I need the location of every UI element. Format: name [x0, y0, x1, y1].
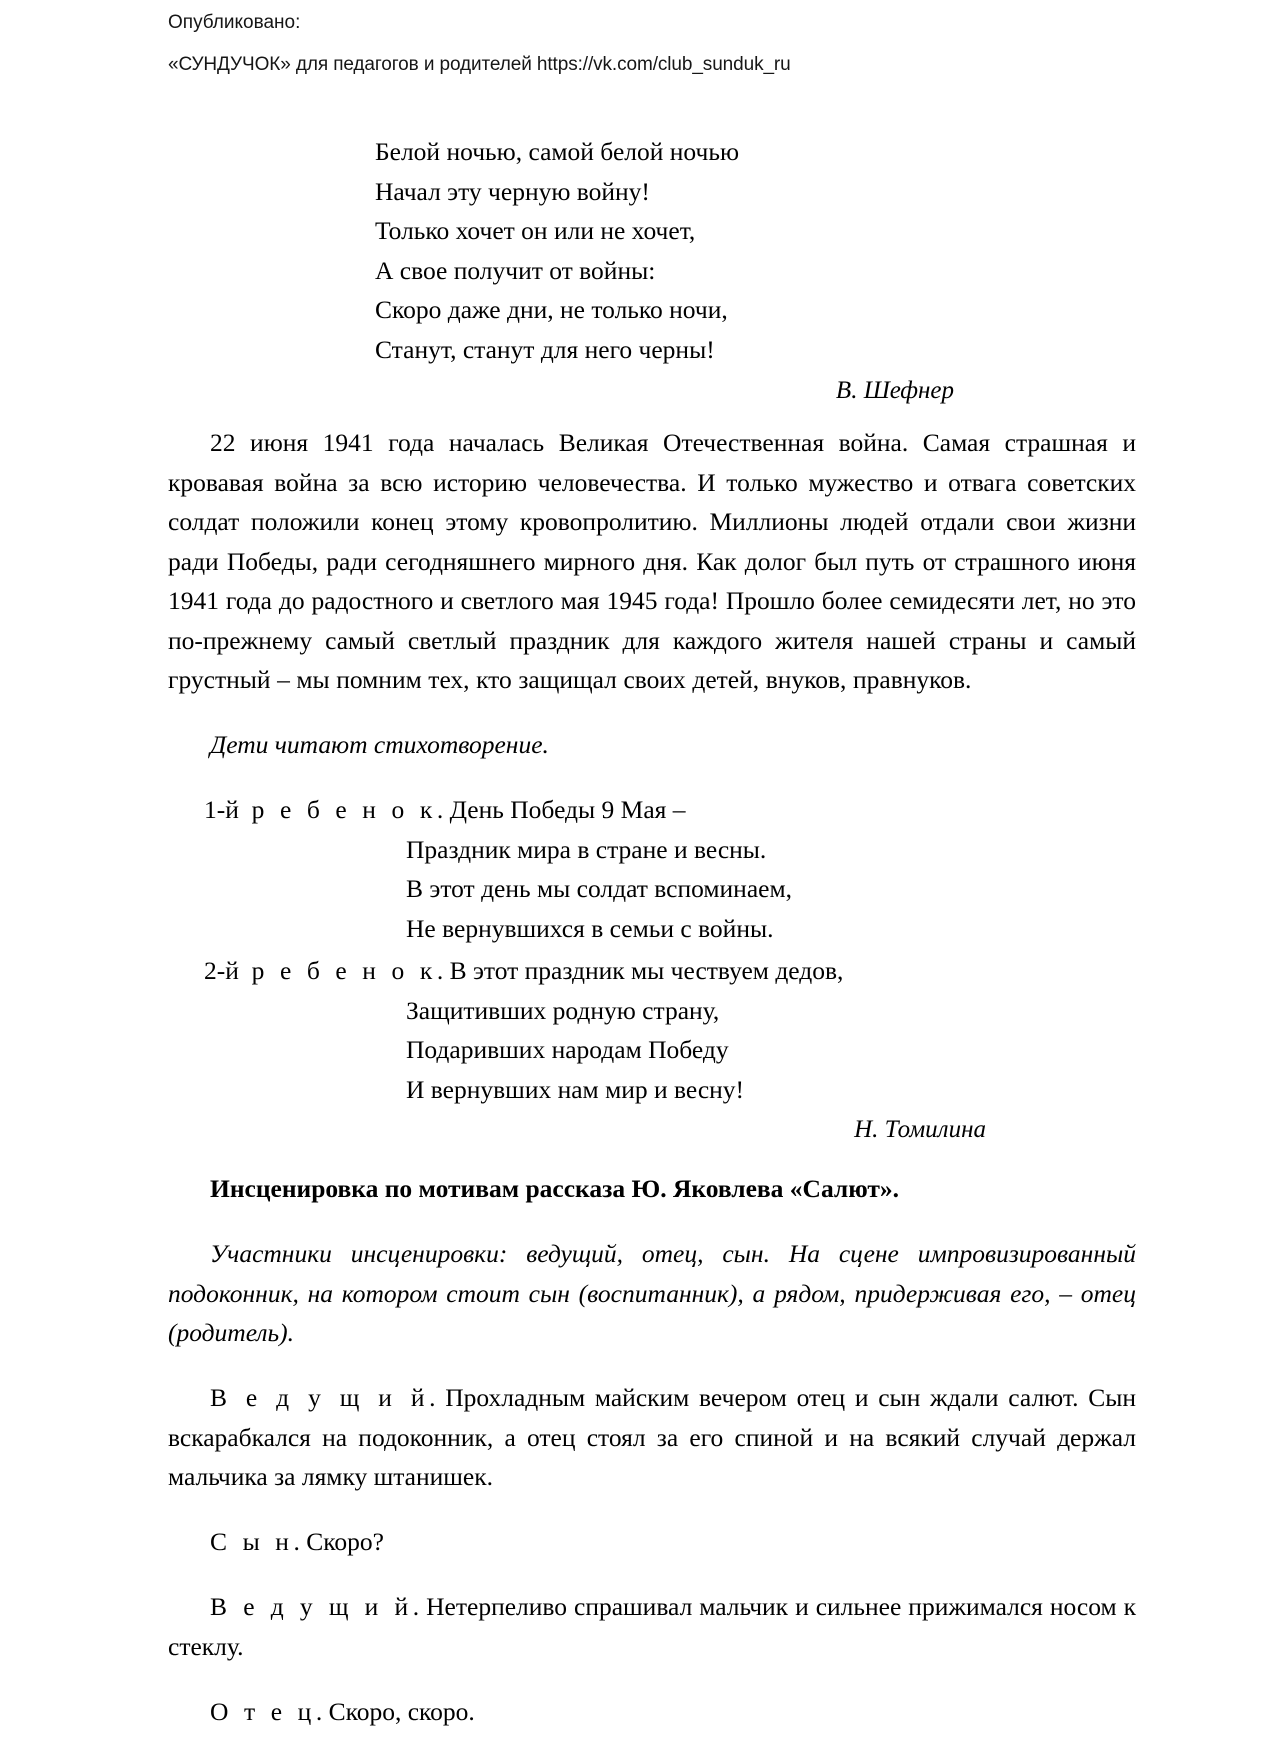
epigraph-line: Только хочет он или не хочет, — [375, 216, 696, 245]
child-two-verse: И вернувших нам мир и весну! — [406, 1074, 745, 1104]
dialog-speaker: С ы н — [210, 1527, 294, 1556]
dialog-text: Скоро? — [306, 1527, 384, 1556]
child-one-first-line — [168, 790, 1136, 830]
dialog-speaker: О т е ц — [210, 1696, 316, 1726]
child-two-attribution: Н. Томилина — [854, 1116, 986, 1143]
child-one-speaker-punct: . — [436, 795, 444, 824]
publisher-source-line: «СУНДУЧОК» для педагогов и родителей https://vk.com/club_sunduk_ru — [168, 54, 791, 76]
epigraph-poem — [375, 132, 1136, 369]
child-one-speech — [168, 790, 1136, 948]
epigraph-line: Начал эту черную войну! — [375, 176, 650, 206]
dialog-speaker-punct: . — [293, 1527, 300, 1556]
child-two-speaker-word: р е б е н о к — [251, 956, 437, 985]
published-label: Опубликовано: — [168, 12, 301, 33]
epigraph-attribution: В. Шефнер — [835, 377, 954, 404]
epigraph-line: А свое получит от войны: — [375, 255, 656, 285]
intro-paragraph: 22 июня 1941 года началась Великая Отечественная война. Самая страшная и кровавая война за всю историю человечества. И только мужество и отвага советских солдат положили конец этому кровопролитию. Миллионы людей отдали свои жизни ради Победы, ради сегодняшнего мирного дня. Как долог был путь от страшного июня 1941 года до радостного и светлого мая 1945 года! Прошло более семидесяти лет, но это по-прежнему самый светлый праздник для каждого жителя нашей страны и самый грустный – мы помним тех, кто защищал своих детей, внуков, правнуков. — [168, 428, 1136, 694]
child-one-line: День Победы 9 Мая – — [449, 795, 686, 824]
section-heading: Инсценировка по мотивам рассказа Ю. Яковлева «Салют». — [210, 1174, 900, 1203]
child-one-verse: Не вернувшихся в семьи с войны. — [406, 913, 774, 943]
child-two-verse: Защитивших родную страну, — [406, 995, 720, 1025]
dialog-speaker: В е д у щ и й — [210, 1383, 430, 1412]
document-body — [168, 132, 1136, 1757]
child-two-speech — [168, 951, 1136, 1109]
dialog-line — [168, 1692, 1136, 1732]
child-two-line: В этот праздник мы чествуем дедов, — [449, 956, 844, 985]
epigraph-line: Белой ночью, самой белой ночью — [375, 137, 739, 166]
dialog-line — [168, 1522, 1136, 1562]
child-two-number: 2-й — [204, 956, 239, 985]
dialog-text: Скоро, скоро. — [328, 1696, 475, 1726]
child-one-number: 1-й — [204, 795, 239, 824]
dialog-text: Прохладным майским вечером отец и сын ждали салют. Сын вскарабкался на подоконник, а отец стоял за его спиной и на всякий случай держал мальчика за лямку штанишек. — [168, 1383, 1137, 1491]
publisher-header — [168, 12, 1128, 77]
dialog-speaker-punct: . — [429, 1383, 436, 1412]
child-two-speaker-punct: . — [436, 956, 444, 985]
dialog-text: Нетерпеливо спрашивал мальчик и сильнее прижимался носом к стеклу. — [168, 1592, 1137, 1661]
dialog-line — [168, 1587, 1136, 1666]
dialog-speaker-punct: . — [412, 1592, 420, 1621]
epigraph-line: Станут, станут для него черны! — [375, 334, 715, 364]
child-one-speaker-word: р е б е н о к — [251, 795, 437, 824]
stage-direction-children-read: Дети читают стихотворение. — [210, 730, 549, 759]
dialog-line — [168, 1378, 1136, 1497]
dialog-speaker: В е д у щ и й — [210, 1592, 413, 1621]
participants-note: Участники инсценировки: ведущий, отец, сын. На сцене импровизированный подоконник, на котором стоит сын (воспитанник), а рядом, придерживая его, – отец (родитель). — [168, 1239, 1136, 1347]
epigraph-line: Скоро даже дни, не только ночи, — [375, 295, 728, 324]
dialog-speaker-punct: . — [315, 1696, 323, 1726]
child-two-verse: Подаривших народам Победу — [406, 1035, 729, 1064]
child-two-first-line — [168, 951, 1136, 991]
child-one-verse: В этот день мы солдат вспоминаем, — [406, 874, 792, 903]
child-one-verse: Праздник мира в стране и весны. — [406, 834, 767, 864]
